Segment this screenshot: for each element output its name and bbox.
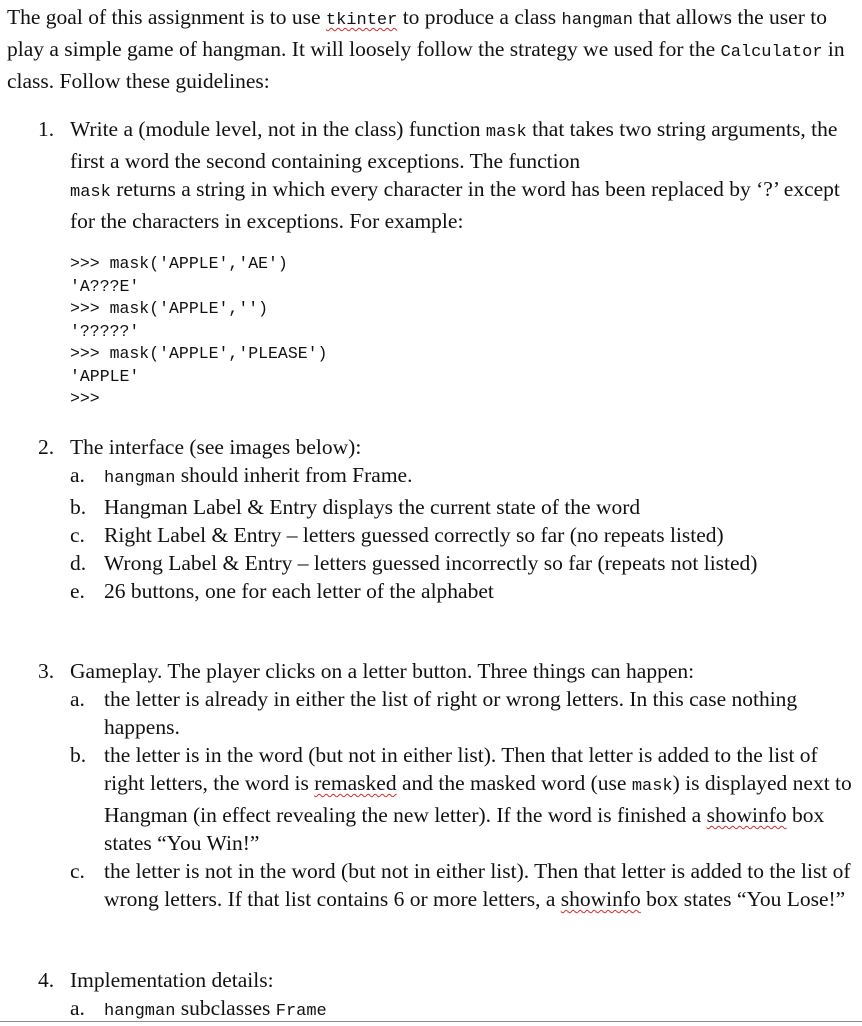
code-line: 'A???E': [70, 276, 140, 296]
code-calculator: Calculator: [720, 43, 823, 62]
sub-item-3a: [70, 685, 853, 741]
code-tkinter: tkinter: [325, 11, 398, 30]
code-line: >>> mask('APPLE',''): [70, 299, 269, 318]
sub-letter: c.: [70, 523, 85, 547]
sub-letter: b.: [70, 743, 87, 767]
sub-text: 26 buttons, one for each letter of the alphabet: [104, 579, 494, 603]
sub-letter: b.: [70, 495, 87, 519]
item4-heading: Implementation details:: [70, 968, 274, 992]
code-mask: mask: [631, 777, 673, 796]
sub-text: box states “You Win!”: [104, 803, 825, 855]
intro-paragraph: [7, 3, 857, 95]
sub-item-3b: [70, 741, 853, 857]
word-showinfo: showinfo: [706, 803, 787, 827]
code-frame: Frame: [275, 1002, 327, 1021]
word-remasked: remasked: [314, 771, 397, 795]
intro-text: that allows the user to play a simple game of hangman. It will loosely follow the strategy we used for the: [7, 5, 827, 61]
item1-paragraph: [70, 115, 853, 235]
code-line: 'APPLE': [70, 366, 140, 386]
page-bottom-rule: [0, 1021, 862, 1022]
sub-text: the letter is not in the word (but not in either list). Then that letter is added to the list of wrong letters. If that list contains 6 or more letters, a: [104, 859, 851, 911]
sub-item-3c: [70, 857, 853, 913]
list-item-3: [38, 657, 853, 913]
sub-letter: d.: [70, 551, 87, 575]
code-hangman: hangman: [561, 11, 633, 30]
sub-text: subclasses: [175, 996, 276, 1020]
code-example: [70, 253, 853, 411]
sub-text: Right Label & Entry – letters guessed correctly so far (no repeats listed): [104, 523, 724, 547]
code-line: '?????': [70, 321, 140, 341]
intro-text: The goal of this assignment is to use: [7, 5, 326, 29]
sub-item-2e: [70, 577, 853, 605]
code-hangman: hangman: [104, 469, 176, 488]
sub-item-2a: [70, 461, 853, 493]
word-showinfo: showinfo: [560, 887, 641, 911]
list-number: 2.: [38, 435, 55, 459]
sub-text: and the masked word (use: [396, 771, 632, 795]
code-mask: mask: [485, 123, 527, 142]
list-number: 4.: [38, 968, 55, 992]
sub-text: the letter is in the word (but not in either list). Then that letter is added to the list of right letters, the word is: [104, 743, 818, 795]
sub-text: should inherit from Frame.: [175, 463, 413, 487]
list-item-4: [38, 966, 853, 1026]
sub-letter: a.: [70, 687, 85, 711]
sub-letter: a.: [70, 463, 85, 487]
sub-item-2c: [70, 521, 853, 549]
intro-text: in class. Follow these guidelines:: [7, 37, 845, 93]
sub-item-2d: [70, 549, 853, 577]
sub-text: Hangman Label & Entry displays the current state of the word: [104, 495, 641, 519]
item3-heading: Gameplay. The player clicks on a letter button. Three things can happen:: [70, 659, 695, 683]
sub-letter: e.: [70, 579, 85, 603]
code-line: >>> mask('APPLE','PLEASE'): [70, 344, 328, 363]
sub-text: Wrong Label & Entry – letters guessed incorrectly so far (repeats not listed): [104, 551, 758, 575]
sub-item-2b: [70, 493, 853, 521]
item1-text: Write a (module level, not in the class) function: [70, 117, 486, 141]
item2-heading: The interface (see images below):: [70, 435, 362, 459]
item1-text: that takes two string arguments, the first a word the second containing exceptions. The function: [70, 117, 838, 173]
item1-text: returns a string in which every character in the word has been replaced by ‘?’ except for the characters in exceptions. For example:: [70, 177, 840, 233]
intro-text: to produce a class: [397, 5, 562, 29]
list-item-1: [38, 115, 853, 411]
sub-letter: c.: [70, 859, 85, 883]
sub-text: box states “You Lose!”: [640, 887, 846, 911]
code-hangman: hangman: [104, 1002, 176, 1021]
list-number: 1.: [38, 117, 55, 141]
sub-letter: a.: [70, 996, 85, 1020]
sub-text: the letter is already in either the list of right or wrong letters. In this case nothing happens.: [104, 687, 798, 739]
sub-text: ) is displayed next to Hangman (in effect revealing the new letter). If the word is finished a: [104, 771, 852, 827]
code-mask: mask: [70, 183, 111, 202]
list-item-2: [38, 433, 853, 605]
code-line: >>> mask('APPLE','AE'): [70, 254, 288, 273]
code-line: >>>: [70, 389, 100, 408]
list-number: 3.: [38, 659, 55, 683]
